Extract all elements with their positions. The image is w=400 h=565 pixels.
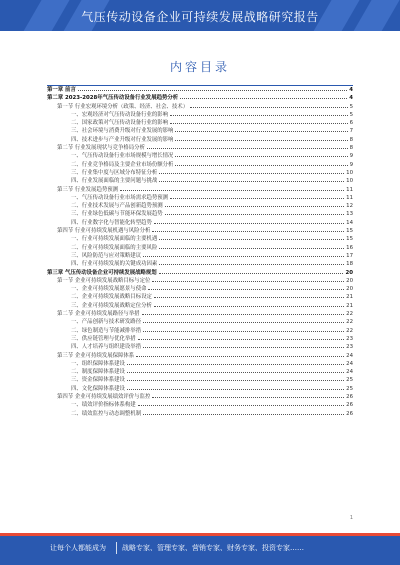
toc-entry-page: 7 — [349, 128, 353, 135]
toc-leader-dots — [138, 338, 344, 340]
toc-leader-dots — [190, 106, 347, 108]
toc-entry-page: 26 — [346, 402, 353, 409]
toc-entry[interactable] — [47, 302, 353, 310]
footer-roles: 战略专家、管理专家、营销专家、财务专家、投资专家…… — [122, 544, 304, 552]
toc-entry-page: 15 — [346, 236, 353, 243]
toc-entry-page: 4 — [349, 95, 353, 102]
toc-entry-page: 21 — [346, 294, 353, 301]
report-title: 气压传动设备企业可持续发展战略研究报告 — [81, 10, 319, 24]
table-of-contents — [47, 86, 353, 418]
toc-leader-dots — [180, 97, 347, 99]
toc-leader-dots — [152, 280, 344, 282]
toc-entry[interactable] — [47, 352, 353, 360]
toc-entry-title: 二、行业竞争格局及主要企业市场份额分析 — [71, 161, 174, 168]
toc-entry-page: 24 — [346, 369, 353, 376]
toc-entry-page: 26 — [346, 410, 353, 417]
toc-leader-dots — [175, 164, 347, 166]
toc-leader-dots — [127, 371, 344, 373]
toc-leader-dots — [127, 388, 344, 390]
toc-chapter-entry[interactable] — [47, 94, 353, 102]
toc-entry-page: 24 — [346, 352, 353, 359]
toc-entry-title: 第二节 企业可持续发展路径与举措 — [57, 311, 140, 318]
toc-leader-dots — [170, 114, 348, 116]
toc-entry-page: 11 — [346, 194, 353, 201]
toc-entry-title: 二、绿色制造与节能减排举措 — [71, 327, 142, 334]
toc-entry[interactable] — [47, 376, 353, 384]
toc-entry-title: 三、社会环境与消费升级对行业发展的影响 — [71, 128, 174, 135]
toc-leader-dots — [154, 305, 344, 307]
toc-entry-page: 10 — [346, 178, 353, 185]
toc-entry-title: 三、行业绿色低碳与节能环保发展趋势 — [71, 211, 163, 218]
toc-leader-dots — [175, 130, 347, 132]
toc-leader-dots — [159, 238, 344, 240]
toc-entry[interactable] — [47, 343, 353, 351]
toc-entry-page: 8 — [349, 136, 353, 143]
toc-entry[interactable] — [47, 335, 353, 343]
toc-entry-page: 9 — [349, 153, 353, 160]
toc-entry-page: 20 — [346, 277, 353, 284]
toc-entry[interactable] — [47, 327, 353, 335]
toc-entry[interactable] — [47, 260, 353, 268]
toc-entry-title: 四、技术进步与产业升级对行业发展的影响 — [71, 136, 174, 143]
report-footer — [0, 533, 400, 565]
toc-entry[interactable] — [47, 202, 353, 210]
toc-entry-page: 5 — [349, 103, 353, 110]
toc-entry-page: 17 — [346, 252, 353, 259]
toc-entry-page: 4 — [349, 87, 353, 93]
toc-entry[interactable] — [47, 393, 353, 401]
toc-entry[interactable] — [47, 127, 353, 135]
toc-entry-title: 一、气压传动设备行业市场需求趋势预测 — [71, 194, 169, 201]
toc-leader-dots — [138, 404, 344, 406]
toc-leader-dots — [170, 197, 344, 199]
toc-leader-dots — [165, 205, 344, 207]
toc-entry-page: 25 — [346, 385, 353, 392]
toc-leader-dots — [159, 263, 344, 265]
toc-entry-title: 四、行业发展面临的主要问题与挑战 — [71, 178, 158, 185]
toc-entry-page: 13 — [346, 211, 353, 218]
toc-leader-dots — [152, 230, 344, 232]
toc-leader-dots — [78, 89, 347, 91]
toc-leader-dots — [152, 396, 344, 398]
toc-entry[interactable] — [47, 219, 353, 227]
toc-entry[interactable] — [47, 277, 353, 285]
toc-entry-title: 第三节 行业发展趋势预测 — [57, 186, 119, 193]
toc-entry-page: 14 — [346, 219, 353, 226]
toc-entry-title: 一、企业可持续发展愿景与使命 — [71, 286, 147, 293]
toc-entry[interactable] — [47, 103, 353, 111]
toc-leader-dots — [170, 122, 348, 124]
toc-entry-title: 四、行业数字化与智能化转型趋势 — [71, 219, 152, 226]
toc-entry-page: 9 — [349, 161, 353, 168]
toc-entry-title: 二、企业可持续发展战略目标设定 — [71, 294, 152, 301]
report-header — [0, 0, 400, 31]
toc-entry[interactable] — [47, 169, 353, 177]
toc-entry-title: 四、人才培养与组织建设举措 — [71, 344, 142, 351]
toc-entry[interactable] — [47, 368, 353, 376]
toc-entry[interactable] — [47, 194, 353, 202]
toc-entry-page: 21 — [346, 302, 353, 309]
toc-entry-title: 一、宏观经济对气压传动设备行业的影响 — [71, 111, 169, 118]
toc-title: 内容目录 — [169, 60, 230, 74]
toc-entry-title: 第二节 行业发展现状与竞争格局分析 — [57, 145, 145, 152]
toc-leader-dots — [175, 139, 347, 141]
toc-entry-page: 16 — [346, 244, 353, 251]
toc-entry[interactable] — [47, 111, 353, 119]
toc-entry-page: 8 — [349, 145, 353, 152]
toc-leader-dots — [143, 330, 344, 332]
toc-entry-page: 23 — [346, 335, 353, 342]
toc-entry-title: 四、行业可持续发展的关键成功因素 — [71, 261, 158, 268]
toc-entry[interactable] — [47, 252, 353, 260]
toc-leader-dots — [143, 321, 344, 323]
toc-entry-title: 二、行业技术发展与产品创新趋势预测 — [71, 203, 163, 210]
toc-entry-page: 20 — [346, 286, 353, 293]
toc-entry[interactable] — [47, 186, 353, 194]
toc-entry[interactable] — [47, 318, 353, 326]
toc-entry-page: 24 — [346, 360, 353, 367]
toc-entry-page: 22 — [346, 327, 353, 334]
toc-entry[interactable] — [47, 144, 353, 152]
toc-entry[interactable] — [47, 152, 353, 160]
footer-accent-bar — [0, 533, 400, 536]
toc-entry-title: 一、气压传动设备行业市场规模与增长情况 — [71, 153, 174, 160]
toc-entry-title: 第四节 行业可持续发展机遇与风险分析 — [57, 228, 151, 235]
toc-entry-page: 11 — [346, 186, 353, 193]
toc-leader-dots — [154, 296, 344, 298]
toc-entry[interactable] — [47, 285, 353, 293]
toc-leader-dots — [175, 155, 347, 157]
toc-entry-title: 三、风险防范与应对策略建议 — [71, 252, 142, 259]
toc-leader-dots — [143, 346, 344, 348]
toc-entry-title: 三、资金保障体系建设 — [71, 377, 125, 384]
toc-entry[interactable] — [47, 410, 353, 418]
toc-leader-dots — [120, 189, 344, 191]
toc-entry[interactable] — [47, 227, 353, 235]
toc-leader-dots — [136, 355, 344, 357]
toc-entry-page: 10 — [346, 169, 353, 176]
toc-entry-page: 23 — [346, 344, 353, 351]
toc-leader-dots — [159, 247, 344, 249]
toc-entry[interactable] — [47, 235, 353, 243]
toc-leader-dots — [127, 379, 344, 381]
toc-chapter-entry[interactable] — [47, 86, 353, 94]
toc-entry[interactable] — [47, 161, 353, 169]
toc-entry-title: 第三节 企业可持续发展保障体系 — [57, 352, 135, 359]
toc-leader-dots — [159, 180, 344, 182]
toc-entry-title: 第四节 企业可持续发展绩效评价与监控 — [57, 393, 151, 400]
toc-entry-title: 第三章 气压传动设备企业可持续发展战略规划 — [47, 269, 157, 276]
toc-leader-dots — [159, 272, 344, 274]
toc-entry-title: 三、供应链管理与优化举措 — [71, 335, 136, 342]
toc-entry-page: 5 — [349, 111, 353, 118]
toc-entry[interactable] — [47, 244, 353, 252]
toc-entry-title: 一、行业可持续发展面临的主要机遇 — [71, 236, 158, 243]
toc-entry-title: 三、企业可持续发展战略定位分析 — [71, 302, 152, 309]
toc-entry[interactable] — [47, 136, 353, 144]
toc-entry[interactable] — [47, 293, 353, 301]
toc-leader-dots — [142, 313, 345, 315]
toc-entry-title: 一、绩效评价指标体系构建 — [71, 402, 136, 409]
toc-leader-dots — [143, 255, 344, 257]
toc-entry-title: 一、组织保障体系建设 — [71, 360, 125, 367]
toc-entry-title: 四、文化保障体系建设 — [71, 385, 125, 392]
page-number: 1 — [349, 515, 353, 521]
toc-chapter-entry[interactable] — [47, 269, 353, 277]
toc-entry-title: 二、绩效监控与动态调整机制 — [71, 410, 142, 417]
toc-leader-dots — [127, 363, 344, 365]
toc-entry-title: 第一节 行业宏观环境分析（政策、经济、社会、技术） — [57, 103, 189, 110]
toc-entry-title: 一、产品创新与技术研发路径 — [71, 319, 142, 326]
toc-entry[interactable] — [47, 210, 353, 218]
footer-slogan: 让每个人都能成为 — [50, 544, 106, 552]
toc-entry[interactable] — [47, 385, 353, 393]
toc-entry-page: 20 — [345, 269, 353, 276]
toc-leader-dots — [159, 172, 344, 174]
toc-entry-title: 二、国家政策对气压传动设备行业的影响 — [71, 120, 169, 127]
toc-entry-page: 25 — [346, 377, 353, 384]
toc-entry-page: 26 — [346, 393, 353, 400]
toc-leader-dots — [148, 288, 344, 290]
toc-leader-dots — [143, 413, 344, 415]
footer-separator — [116, 542, 117, 554]
toc-entry-page: 18 — [346, 261, 353, 268]
toc-entry-page: 6 — [349, 120, 353, 127]
toc-entry-page: 22 — [346, 311, 353, 318]
toc-entry-title: 二、制度保障体系建设 — [71, 369, 125, 376]
toc-entry[interactable] — [47, 310, 353, 318]
toc-entry[interactable] — [47, 119, 353, 127]
toc-entry-page: 12 — [346, 203, 353, 210]
toc-entry-title: 三、行业集中度与区域分布特征分析 — [71, 169, 158, 176]
toc-leader-dots — [165, 213, 344, 215]
toc-entry-title: 第二章 2023-2028年气压传动设备行业发展趋势分析 — [47, 95, 179, 102]
toc-entry-title: 二、行业可持续发展面临的主要风险 — [71, 244, 158, 251]
toc-entry-page: 22 — [346, 319, 353, 326]
toc-entry[interactable] — [47, 360, 353, 368]
toc-entry[interactable] — [47, 401, 353, 409]
toc-leader-dots — [147, 147, 348, 149]
toc-entry[interactable] — [47, 177, 353, 185]
toc-entry-title: 第一节 企业可持续发展战略目标与定位 — [57, 277, 151, 284]
toc-leader-dots — [154, 222, 344, 224]
toc-entry-page: 15 — [346, 228, 353, 235]
toc-entry-title: 第一章 前言 — [47, 87, 76, 93]
